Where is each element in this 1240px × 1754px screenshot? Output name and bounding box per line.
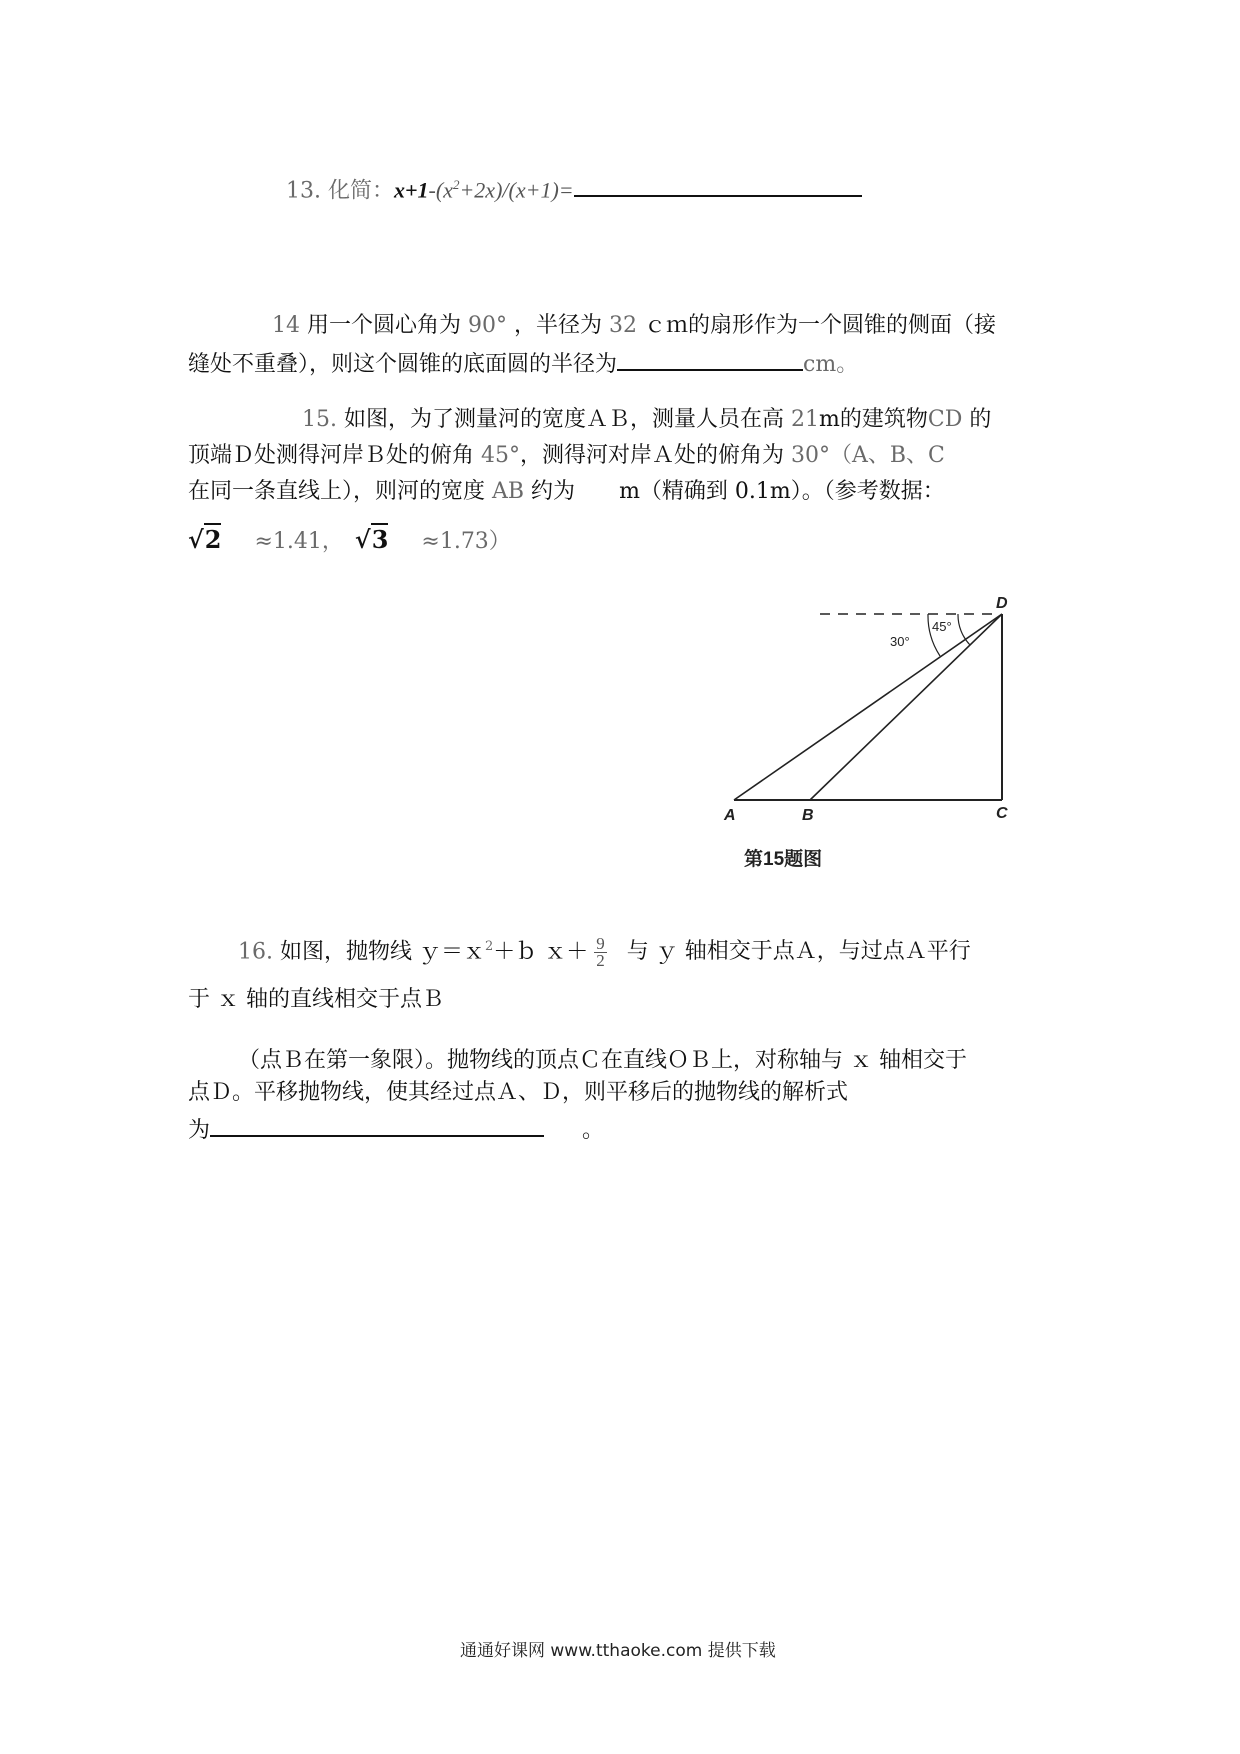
question-13 <box>286 170 862 206</box>
sqrt-2-radicand: 2 <box>204 525 222 554</box>
angle-label-30: 30° <box>890 634 910 649</box>
point-label-b: B <box>802 807 814 824</box>
page-footer: 通通好课网 www.tthaoke.com 提供下载 <box>460 1641 776 1661</box>
point-label-d: D <box>996 595 1008 612</box>
q15-ab: AB <box>492 479 525 504</box>
q15-text-a: 如图，为了测量河的宽度ＡＢ，测量人员在高 <box>337 407 791 432</box>
angle-label-45: 45° <box>932 619 952 634</box>
q16-text-a: 如图，抛物线 ｙ＝ｘ <box>273 939 485 965</box>
question-16-line2: 于 ｘ 轴的直线相交于点Ｂ <box>188 987 444 1012</box>
q15-angle-45: 45° <box>481 443 520 468</box>
q14-angle: 90° <box>468 313 507 338</box>
q13-expr-bold: x+1 <box>393 177 429 203</box>
q16-line5-text: 为 <box>188 1118 211 1143</box>
q14-answer-blank[interactable] <box>617 347 803 371</box>
question-16-line5 <box>188 1113 604 1146</box>
q15-line3-b: 约为 <box>524 479 576 504</box>
q16-text-c: 与 ｙ 轴相交于点Ａ，与过点Ａ平行 <box>626 939 971 965</box>
sqrt-3: √3 <box>354 525 389 554</box>
q16-sup: 2 <box>485 939 494 954</box>
question-16-line3: （点Ｂ在第一象限）。抛物线的顶点Ｃ在直线ＯＢ上，对称轴与 ｘ 轴相交于 <box>238 1048 967 1073</box>
q14-text-b: ，半径为 <box>507 313 609 338</box>
fraction-denominator: 2 <box>596 950 605 970</box>
q14-line2-text: 缝处不重叠），则这个圆锥的底面圆的半径为 <box>188 352 618 377</box>
q15-line2-c: （A、B、C <box>830 443 945 468</box>
q16-answer-blank[interactable] <box>210 1113 544 1137</box>
q13-expr-tail: +2x)/(x+1)= <box>459 177 574 203</box>
point-label-a: A <box>724 807 736 824</box>
q16-number: 16. <box>238 939 273 965</box>
question-15-line1 <box>302 405 991 435</box>
question-16-line1 <box>238 932 971 969</box>
sqrt-3-radicand: 3 <box>371 525 389 554</box>
figure-caption: 第15题图 <box>744 849 823 870</box>
fraction-numerator: 9 <box>596 933 605 953</box>
q14-unit: cm。 <box>803 352 859 377</box>
sqrt-3-value: ≈1.73） <box>421 529 511 554</box>
sight-line-da <box>734 614 1002 800</box>
q15-line2-b: ，测得河对岸Ａ处的俯角为 <box>520 443 791 468</box>
q15-angle-30: 30° <box>791 443 830 468</box>
question-15-line4 <box>188 525 511 557</box>
q15-text-b: m的建筑物 <box>819 407 928 432</box>
q14-radius: 32 <box>609 313 637 338</box>
q16-text-b: ＋ｂ ｘ＋ <box>493 939 589 965</box>
q15-line3-a: 在同一条直线上），则河的宽度 <box>188 479 492 504</box>
point-label-c: C <box>996 805 1008 822</box>
q16-period: 。 <box>582 1118 605 1143</box>
q13-sup: 2 <box>452 177 460 192</box>
question-15-line2 <box>188 441 945 471</box>
q13-prefix: 13. 化简： <box>286 178 394 204</box>
q15-line2-a: 顶端Ｄ处测得河岸Ｂ处的俯角 <box>188 443 481 468</box>
sqrt-2: √2 <box>188 525 222 554</box>
q14-number: 14 <box>272 313 300 338</box>
q15-line3-c: m（精确到 0.1m）。（参考数据： <box>619 479 945 504</box>
q15-number: 15. <box>302 407 337 432</box>
sqrt-2-value: ≈1.41， <box>254 529 344 554</box>
fraction-9-2 <box>594 933 607 970</box>
q15-height: 21 <box>791 407 819 432</box>
q14-text-a: 用一个圆心角为 <box>300 313 468 338</box>
question-16-line4: 点Ｄ。平移抛物线，使其经过点Ａ、Ｄ，则平移后的抛物线的解析式 <box>188 1080 849 1105</box>
question-14-line1 <box>272 311 996 341</box>
q14-text-c: ｃｍ的扇形作为一个圆锥的侧面（接 <box>637 313 996 338</box>
question-14-line2 <box>188 347 858 380</box>
question-15-line3 <box>188 477 945 507</box>
q13-expr-rest: -(x <box>428 177 453 203</box>
q15-text-c: 的 <box>962 407 992 432</box>
q13-answer-blank[interactable] <box>574 173 862 197</box>
q15-cd: CD <box>927 407 963 432</box>
q15-figure <box>720 590 1020 840</box>
